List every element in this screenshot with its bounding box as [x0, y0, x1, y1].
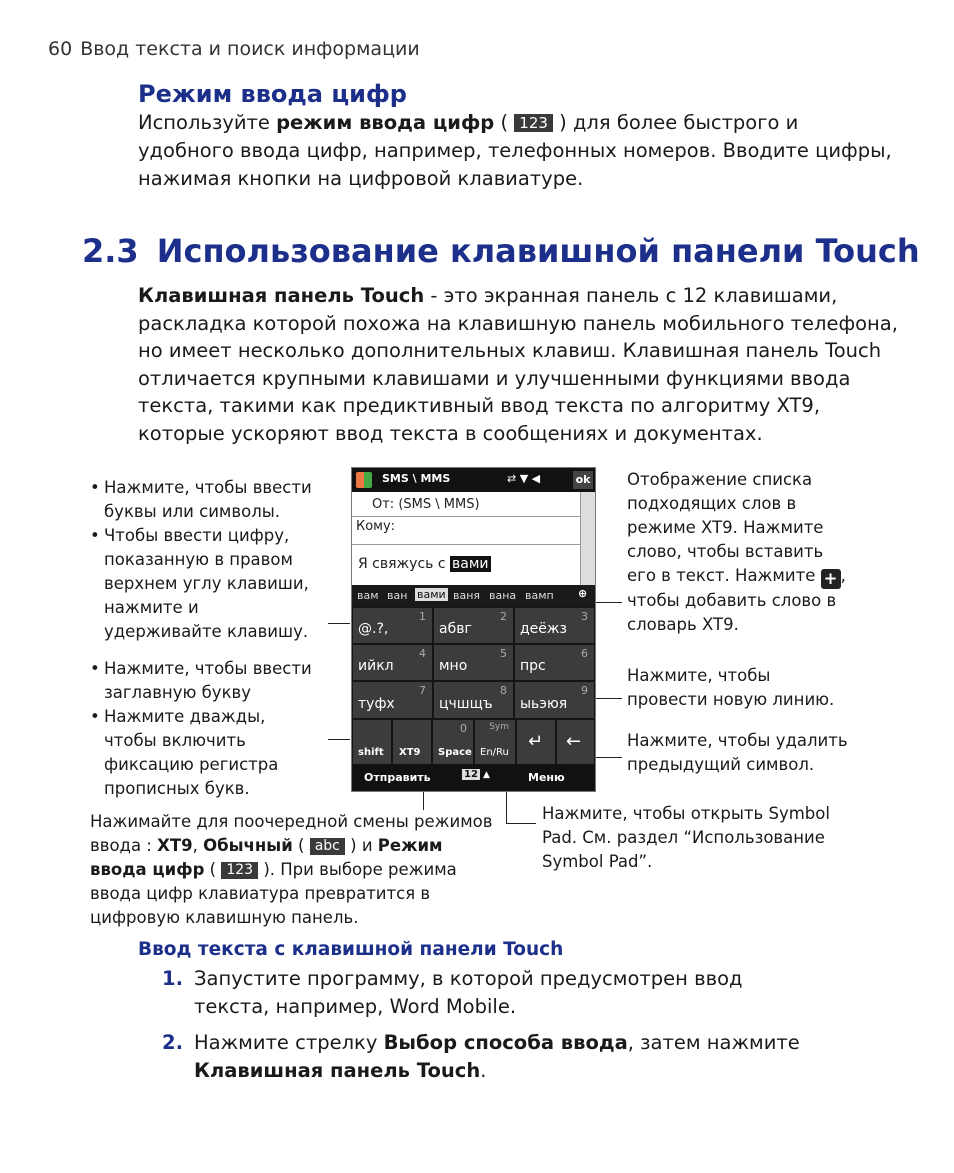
section-heading: 2.3 Использование клавишной панели Touch: [82, 232, 920, 270]
num-mode-heading: Режим ввода цифр: [138, 80, 407, 108]
suggestion-item[interactable]: ваня: [453, 589, 481, 602]
step-2: 2. Нажмите стрелку Выбор способа ввода, затем нажмите Клавишная панель Touch.: [162, 1031, 800, 1082]
callout-right-newline: Нажмите, чтобы провести новую линию.: [627, 666, 835, 709]
add-word-icon[interactable]: ⊕: [578, 587, 588, 600]
suggestion-item[interactable]: ван: [387, 589, 408, 602]
step-1: 1. Запустите программу, в которой предусмотрен ввод текста, например, Word Mobile.: [162, 967, 743, 1018]
scrollbar[interactable]: [580, 492, 595, 585]
backspace-icon: ←: [566, 731, 582, 752]
start-icon[interactable]: [356, 472, 372, 488]
key-9[interactable]: 9 ыьэюя: [514, 681, 595, 719]
section-paragraph: Клавишная панель Touch - это экранная панель с 12 клавишами, раскладка которой похожа на клавишную панель мобильного телефона, но имеет несколько дополнительных клавиш. Клавишная панель Touch отличается крупными клавишами и улучшенными функциями ввода текста, такими как предиктивный ввод текста по алгоритму XT9, которые ускоряют ввод текста в сообщениях и документах.: [138, 284, 898, 445]
header-title: Ввод текста и поиск информации: [80, 38, 420, 60]
title-bar: [352, 468, 595, 492]
subsection-heading: Ввод текста с клавишной панели Touch: [138, 939, 564, 960]
callout-bottom-right: Нажмите, чтобы открыть Symbol Pad. См. раздел “Использование Symbol Pad”.: [542, 804, 830, 871]
touch-keypad: [352, 607, 595, 765]
suggestion-bar: [352, 585, 595, 607]
send-softkey[interactable]: Отправить: [364, 771, 431, 784]
message-body[interactable]: Я свяжусь с вами: [358, 556, 489, 572]
callout-left-mid: • Нажмите, чтобы ввести заглавную букву • Нажмите дважды, чтобы включить фиксацию регистра прописных букв.: [90, 657, 315, 801]
key-7[interactable]: 7 туфх: [352, 681, 433, 719]
enter-icon: ↵: [528, 731, 544, 752]
window-title: SMS \ MMS: [382, 472, 451, 485]
shift-key[interactable]: shift: [352, 719, 392, 765]
key-1[interactable]: 1 @.?,: [352, 607, 433, 644]
input-selector-arrow-icon[interactable]: ▲: [483, 770, 490, 780]
space-key[interactable]: 0 Space: [432, 719, 474, 765]
symbol-pad-key[interactable]: Sym En/Ru: [474, 719, 516, 765]
running-header: [48, 38, 420, 60]
signal-icon: ⇄ ▼ ◀: [507, 472, 541, 485]
add-word-icon: +: [821, 569, 841, 589]
key-5[interactable]: 5 мно: [433, 644, 514, 681]
input-mode-button[interactable]: 12: [464, 769, 478, 780]
phone-screenshot: [351, 467, 596, 792]
ok-button[interactable]: ok: [573, 471, 593, 489]
suggestion-item[interactable]: вамп: [525, 589, 554, 602]
key-8[interactable]: 8 цчшщъ: [433, 681, 514, 719]
from-field[interactable]: От: (SMS \ MMS): [372, 497, 480, 512]
callout-right-top: Отображение списка подходящих слов в режиме XT9. Нажмите слово, чтобы вставить его в текст. Нажмите + , чтобы добавить слово в словарь XT9.: [627, 470, 846, 634]
to-field[interactable]: Кому:: [356, 519, 396, 534]
suggestion-item[interactable]: вам: [357, 589, 379, 602]
menu-bar: [352, 765, 595, 791]
key-3[interactable]: 3 деёжз: [514, 607, 595, 644]
callout-right-delete: Нажмите, чтобы удалить предыдущий символ.: [627, 731, 848, 774]
callout-left-top: • Нажмите, чтобы ввести буквы или символы. • Чтобы ввести цифру, показанную в правом верхнем углу клавиши, нажмите и удерживайте клавишу.: [90, 476, 315, 644]
callout-bottom-left: Нажимайте для поочередной смены режимов ввода : XT9, Обычный ( abc ) и Режим ввода цифр ( 123 ). При выборе режима ввода цифр клавиатура превратится в цифровую клавишную панель.: [90, 812, 493, 927]
key-4[interactable]: 4 ийкл: [352, 644, 433, 681]
menu-softkey[interactable]: Меню: [528, 771, 565, 784]
key-2[interactable]: 2 абвг: [433, 607, 514, 644]
key-6[interactable]: 6 прс: [514, 644, 595, 681]
suggestion-item[interactable]: вана: [489, 589, 517, 602]
xt9-key[interactable]: XT9: [392, 719, 432, 765]
suggestion-item[interactable]: вами: [417, 588, 446, 601]
page-number: 60: [48, 38, 73, 60]
backspace-key[interactable]: [556, 719, 595, 765]
num-mode-paragraph: Используйте режим ввода цифр ( 123 ) для более быстрого и удобного ввода цифр, например, телефонных номеров. Вводите цифры, нажимая кнопки на цифровой клавиатуре.: [138, 111, 892, 190]
num-mode-badge: 123: [514, 114, 553, 132]
enter-key[interactable]: [516, 719, 556, 765]
message-area: [352, 492, 595, 585]
